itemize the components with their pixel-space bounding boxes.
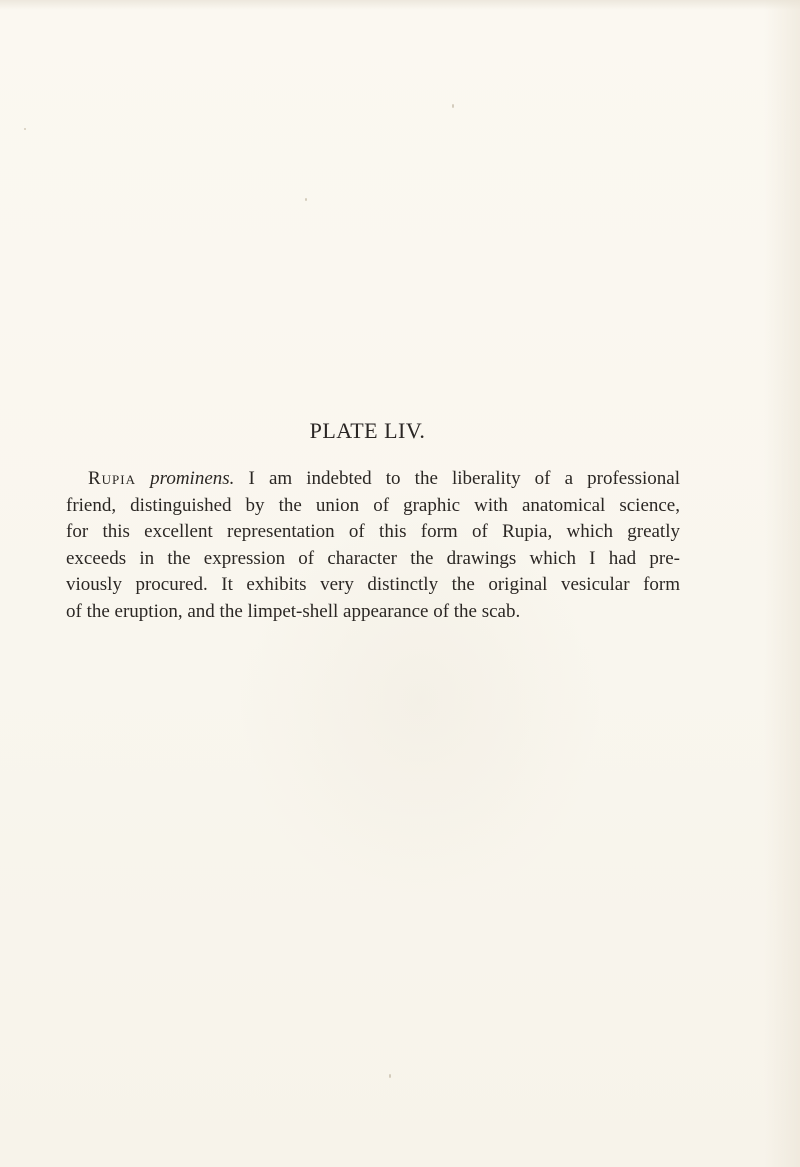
paragraph-line-text: I am indebted to the liberality of a professional bbox=[234, 468, 681, 489]
description-paragraph bbox=[66, 466, 680, 625]
paragraph-line: friend, distinguished by the union of graphic with anatomical science, bbox=[66, 494, 680, 516]
paper-speck bbox=[24, 128, 26, 130]
paper-speck bbox=[389, 1074, 391, 1078]
paper-speck bbox=[452, 104, 454, 108]
paragraph-line: for this excellent representation of this form of Rupia, which greatly bbox=[66, 521, 680, 542]
paragraph-line: exceeds in the expression of character the drawings which I had pre- bbox=[66, 547, 680, 569]
paper-edge-shadow bbox=[764, 0, 800, 1167]
paragraph-line: of the eruption, and the limpet-shell appearance of the scab. bbox=[66, 600, 521, 622]
paragraph-line: viously procured. It exhibits very distinctly the original vesicular form bbox=[66, 574, 680, 595]
paper-top-shadow bbox=[0, 0, 800, 10]
paper-speck bbox=[305, 198, 307, 201]
genus-name: Rupia bbox=[88, 468, 137, 489]
plate-title: PLATE LIV. bbox=[309, 418, 426, 443]
paragraph-line bbox=[66, 466, 680, 493]
species-name: prominens. bbox=[150, 468, 235, 489]
